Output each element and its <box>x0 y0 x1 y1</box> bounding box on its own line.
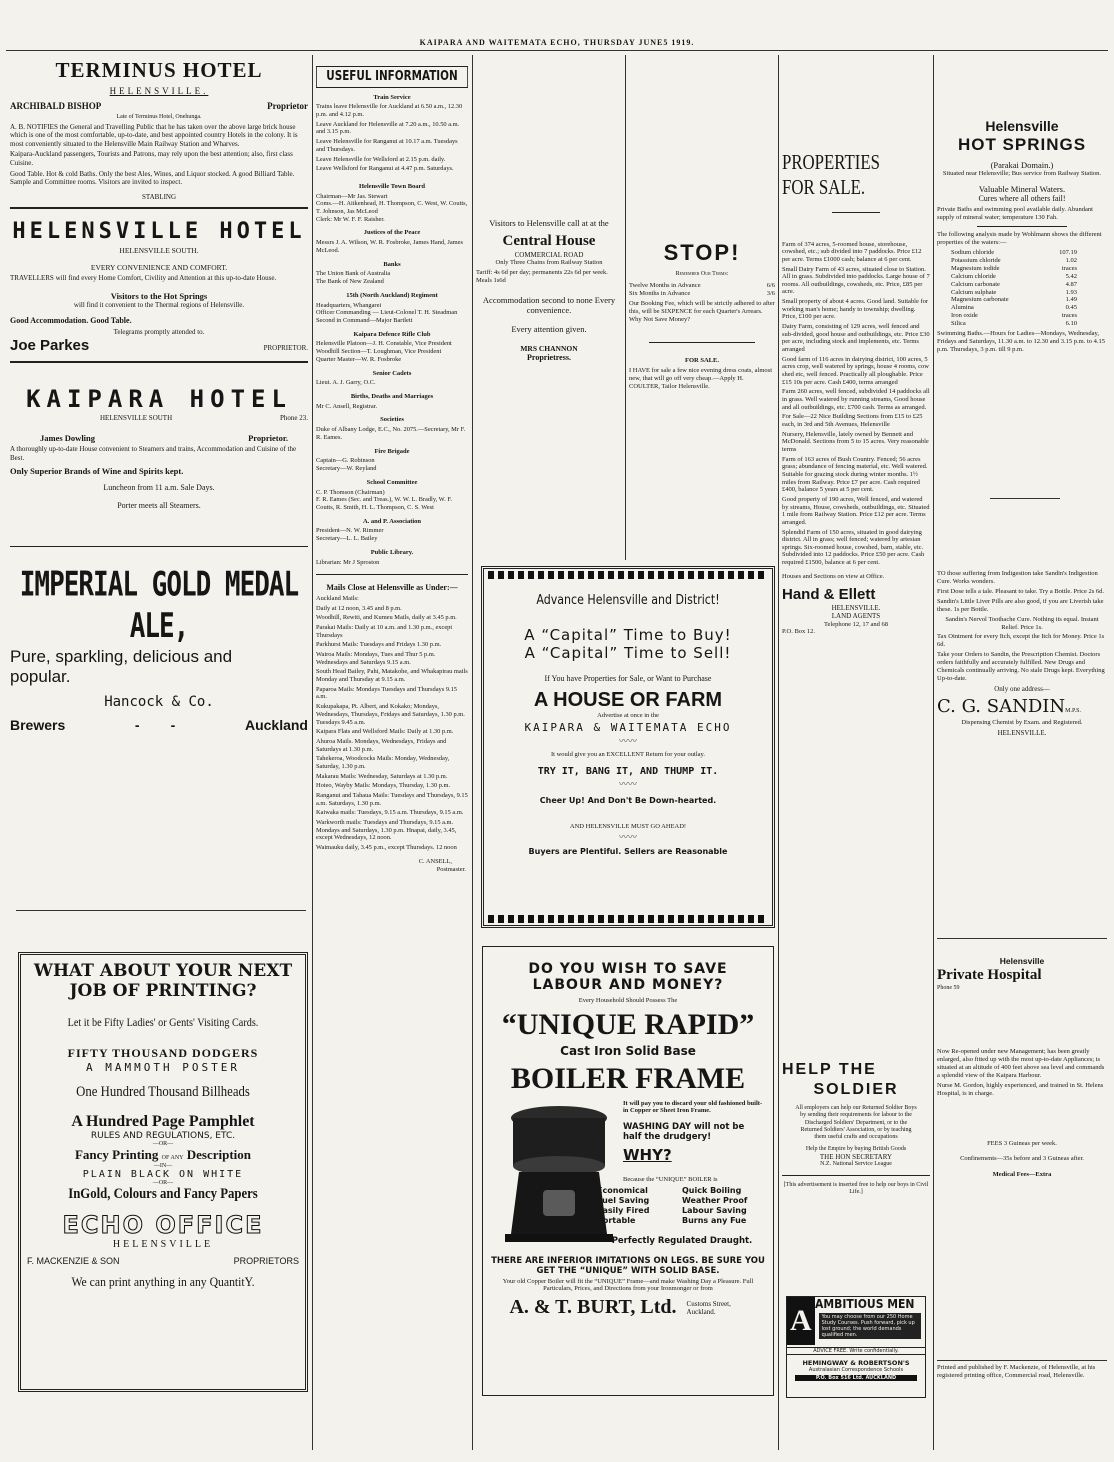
properties-ad <box>782 150 930 950</box>
hospital-nurse: Nurse M. Gordon, highly experienced, and trained in St. Helens Hospital, is in charge. <box>937 1081 1104 1097</box>
mail-item: Ahuroa Mails. Mondays, Wednesdays, Fridays and Saturdays at 1.30 p.m. <box>316 737 447 753</box>
rule <box>990 498 1060 499</box>
cadets-head: Senior Cadets <box>372 369 412 377</box>
property-item: Small property of about 4 acres. Good land. Suitable for working man's home; handy to township; dwelling. Price, £100 per acre. <box>782 298 929 321</box>
column-rule-4 <box>778 55 779 1450</box>
library: Librarian: Mr J Sproston <box>316 558 380 566</box>
property-item: Good property of 190 acres, Well fenced, and watered by streams, House, cowsheds, outbuildings, etc. Situated 1 mile from Railway Station. Price £12 per acre. Terms arranged. <box>782 495 930 526</box>
helensville-hotel-ad <box>10 219 308 355</box>
regiment: Headquarters, Whangarei Officer Commanding — Lieut-Colonel T. H. Steadman Second in Command—Major Bartlett <box>316 301 458 324</box>
imperial-brewers: Brewers <box>10 717 66 734</box>
ambitious-box: P.O. Box 516 Ltd. AUCKLAND <box>795 1375 917 1381</box>
swash-icon: 〰〰 <box>618 737 637 747</box>
springs-title-2: HOT SPRINGS <box>957 135 1087 155</box>
stop-term-2-value: 3/6 <box>766 290 775 298</box>
printing-line-3: A MAMMOTH POSTER <box>86 1061 240 1074</box>
springs-table <box>937 249 1107 328</box>
mails-sign-2: Postmaster. <box>436 865 466 873</box>
sandin-line-6: Take your Orders to Sandin, the Prescription Chemist. Doctors orders faithfully and accurately fulfilled. New Drugs and Chemicals continually arriving. No stale Drugs kept. Everything Up-to-date. <box>937 651 1105 683</box>
mail-item: Waimauku daily, 3.45 p.m., except Thursdays. 12 noon <box>316 844 457 852</box>
boiler-feature: Burns any Fue <box>682 1216 747 1225</box>
imprint: Printed and published by F. Mackenzie, of Helensville, at his registered printing office, Commercial road, Helensville. <box>937 1364 1096 1379</box>
rule <box>10 361 308 363</box>
sandin-ad <box>937 568 1107 840</box>
property-item: Nursery, Helensville, lately owned by Bennett and McDonald. Sections from 5 to 15 acres. Very reasonable terms <box>782 430 929 453</box>
springs-row: Magnesium carbonate 1.49 <box>951 296 1077 304</box>
springs-title-1: Helensville <box>985 118 1059 134</box>
printing-line-1: Let it be Fifty Ladies' or Gents' Visiting Cards. <box>67 1015 259 1029</box>
springs-row: Sodium chloride 107.19 <box>951 248 1077 256</box>
properties-town: HELENSVILLE. <box>831 604 881 613</box>
mail-item: Makarau Mails: Wednesday, Saturdays at 1.30 p.m. <box>316 772 448 780</box>
kaipara-hotel-porter: Porter meets all Steamers. <box>117 500 201 510</box>
imperial-line-2: popular. <box>10 667 71 687</box>
rule <box>10 546 308 547</box>
boiler-addr: Customs Street, Auckland. <box>686 1299 731 1316</box>
hospital-title-1: Helensville <box>999 956 1045 966</box>
boiler-line-2: LABOUR AND MONEY? <box>532 977 724 993</box>
boiler-line-8: WASHING DAY will not be half the drudgery! <box>623 1122 745 1142</box>
helensville-hotel-tele: Telegrams promptly attended to. <box>113 328 205 337</box>
hospital-title-2: Private Hospital <box>937 967 1042 984</box>
hospital-fees: FEES 3 Guineas per week. <box>987 1139 1057 1147</box>
societies: Duke of Albany Lodge, E.C., No. 2075.—Secretary, Mr F. R. Eames. <box>316 426 466 441</box>
mail-item: Wairoa Mails: Mondays, Tues and Thur 5 p.m. Wednesdays and Saturdays 9.15 a.m. <box>316 651 436 666</box>
sandin-mps: M.P.S. <box>1065 707 1081 714</box>
mail-item: Auckland Mails: <box>316 594 359 602</box>
springs-valuable: Valuable Mineral Waters. <box>978 184 1066 195</box>
central-road: COMMERCIAL ROAD <box>514 250 584 259</box>
rule <box>937 938 1107 939</box>
jp-head: Justices of the Peace <box>363 229 421 237</box>
springs-row: Magnesium iodide traces <box>951 264 1077 272</box>
soldier-note: [This advertisement is inserted free to help our boys in Civil Life.] <box>783 1181 929 1196</box>
mails-sign-1: C. ANSELL, <box>418 857 452 865</box>
mail-item: South Head Bailey, Pahi, Matakohe, and Whakapirau mails Monday and Thursday at 9.15 a.m. <box>316 668 468 684</box>
terminus-hotel-ad <box>10 58 308 201</box>
properties-title-1: PROPERTIES <box>782 150 880 174</box>
imperial-place: Auckland <box>244 717 308 734</box>
banks: The Union Bank of Australia The Bank of New Zealand <box>316 270 391 286</box>
springs-loc: Situated near Helensville; Bus service from Railway Station. <box>942 170 1102 178</box>
properties-title-2: FOR SALE. <box>782 174 866 199</box>
helensville-hotel-title: HELENSVILLE HOTEL <box>12 219 306 245</box>
terminus-title: TERMINUS HOTEL <box>55 58 263 82</box>
imperial-maker: Hancock & Co. <box>104 694 214 711</box>
boiler-feature: Portable <box>597 1216 636 1225</box>
boiler-feature: Easily Fired <box>597 1206 650 1215</box>
mail-item: Kaipara Flats and Wellsford Mails: Daily at 1.30 p.m. <box>316 728 454 736</box>
boiler-feature: Weather Proof <box>682 1196 748 1205</box>
boiler-feature: Fuel Saving <box>597 1196 650 1205</box>
boiler-line-3: Every Household Should Possess The <box>578 997 678 1004</box>
helensville-hotel-tag: EVERY CONVENIENCE AND COMFORT. <box>90 263 228 273</box>
kaipara-hotel-owner-label: Proprietor. <box>248 433 288 444</box>
boiler-illustration <box>499 1098 619 1248</box>
sandin-town: HELENSVILLE. <box>997 729 1047 738</box>
kaipara-hotel-luncheon: Luncheon from 11 a.m. Sale Days. <box>103 482 215 492</box>
fire-head: Fire Brigade <box>374 447 410 455</box>
boiler-line-7: It will pay you to discard your old fashioned built-in Copper or Sheet Iron Frame. <box>623 1100 763 1114</box>
ambitious-firm: HEMINGWAY & ROBERTSON'S <box>802 1359 910 1367</box>
ambitious-advice: ADVICE FREE. Write confidentially. <box>787 1347 925 1355</box>
kaipara-hotel-brands: Only Superior Brands of Wine and Spirits kept. <box>10 466 184 477</box>
boiler-line-9: WHY? <box>623 1146 672 1164</box>
printing-title-1: WHAT ABOUT YOUR NEXT <box>33 961 293 981</box>
sandin-line-5: Tax Ointment for every Itch, except the Itch for Money. Price 1s 6d. <box>937 633 1105 649</box>
mail-item: Parakai Mails: Daily at 10 a.m. and 1.30 p.m., except Thursdays <box>316 623 453 639</box>
column-rule-1 <box>312 55 313 1450</box>
regiment-head: 15th (North Auckland) Regiment <box>346 291 438 299</box>
train-item: Trains leave Helensville for Auckland at 6.50 a.m., 12.30 p.m. and 4.12 p.m. <box>316 103 463 119</box>
advance-line-3: If You have Properties for Sale, or Want to Purchase <box>544 674 712 683</box>
train-service-head: Train Service <box>373 93 411 101</box>
properties-agents: LAND AGENTS <box>831 612 881 621</box>
printing-fancy: Fancy Printing <box>74 1147 159 1162</box>
forsale-body: I HAVE for sale a few nice evening dress coats, almost new, that will go off very cheap.—Apply H. COULTER, Tailor Helensville. <box>629 366 773 390</box>
boiler-frame-ad <box>482 946 774 1396</box>
advance-line-4: A HOUSE OR FARM <box>533 689 723 711</box>
hospital-medical: Medical Fees—Extra <box>992 1171 1052 1179</box>
terminus-late: Late of Terminus Hotel, Onehunga. <box>116 113 202 120</box>
advance-title: Advance Helensville and District! <box>536 593 720 608</box>
kaipara-hotel-owner: James Dowling <box>40 433 96 444</box>
property-item: Farm 260 acres, well fenced, subdivided 14 paddocks all in grass. Well watered by running streams, Good house and all outbuildings, etc. £700 cash. Terms as arranged. <box>782 388 930 411</box>
help-soldier-ad <box>782 1060 930 1250</box>
sandin-line-7: Only one address— <box>994 684 1050 693</box>
boiler-line-5: Cast Iron Solid Base <box>560 1044 696 1058</box>
town-board-head: Helensville Town Board <box>358 182 426 190</box>
terminus-proprietor-label: Proprietor <box>267 100 308 111</box>
mails-head: Mails Close at Helensville as Under:— <box>326 583 458 593</box>
advance-line-7: It would give you an EXCELLENT Return for your outlay. <box>551 751 705 758</box>
sandin-line-1: TO those suffering from Indigestion take Sandin's Indigestion Cure. Works wonders. <box>937 570 1098 585</box>
printing-last: We can print anything in any QuantitY. <box>71 1274 255 1289</box>
helensville-hotel-accom: Good Accommodation. Good Table. <box>10 315 132 325</box>
sandin-line-4: Sandin's Nervol Toothache Cure. Nothing its equal. Instant Relief. Price 1s. <box>945 615 1099 631</box>
hospital-phone: Phone 59 <box>937 984 960 991</box>
central-owner: MRS CHANNON <box>520 344 578 354</box>
printing-description: Description <box>186 1147 252 1162</box>
central-attention: Every attention given. <box>511 323 587 334</box>
ambitious-men-ad <box>786 1296 926 1398</box>
train-item: Leave Auckland for Helensville at 7.20 a.m., 10.50 a.m. and 3.15 p.m. <box>316 120 460 136</box>
school-head: School Committee <box>366 478 418 486</box>
printing-line-4: One Hundred Thousand Billheads <box>76 1084 250 1100</box>
mail-item: Kaiwaka mails: Tuesdays, 9.15 a.m. Thursdays, 9.15 a.m. <box>316 809 464 817</box>
printing-in: —IN— <box>153 1163 173 1169</box>
advance-line-10: AND HELENSVILLE MUST GO AHEAD! <box>569 823 687 830</box>
stop-term-2: Six Months in Advance <box>629 290 691 298</box>
helensville-hotel-body: TRAVELLERS will find every Home Comfort, Civility and Attention at this up-to-date House. <box>10 274 277 283</box>
column-rule-2 <box>472 55 473 1450</box>
sandin-line-3: Sandin's Little Liver Pills are also good, if you are Liverish take these. 1s per Bottle. <box>937 597 1104 613</box>
printing-firm: F. MACKENZIE & SON <box>27 1256 120 1266</box>
terminus-body-2: Kaipara-Auckland passengers, Tourists and Patrons, may rely upon the best attention; also, first class Cuisine. <box>10 150 293 167</box>
advance-line-1: A “Capital” Time to Buy! <box>524 626 732 644</box>
property-item: Small Dairy Farm of 43 acres, situated close to Station. All in grass. Subdivided into paddocks. Large house of 7 rooms. All outbuildings, cowsheds, etc. Price, £85 per acre. <box>782 265 930 296</box>
advance-border-top <box>488 571 768 579</box>
rifle-head: Kaipara Defence Rifle Club <box>353 330 431 338</box>
kaipara-hotel-body: A thoroughly up-to-date House convenient to Steamers and trains, Accommodation and Cuisine of the Best. <box>10 445 297 462</box>
printing-line-9: InGold, Colours and Fancy Papers <box>68 1186 258 1202</box>
mail-item: Ranganui and Tahaua Mails: Tuesdays and Thursdays, 9.15 a.m. Saturdays, 1.30 p.m. <box>316 792 468 807</box>
boiler-feature: Labour Saving <box>682 1206 747 1215</box>
printing-line-2: FIFTY THOUSAND DODGERS <box>67 1046 259 1060</box>
helensville-hotel-owner: Joe Parkes <box>10 336 90 354</box>
soldier-title-2: SOLDIER <box>813 1080 899 1098</box>
jp: Messrs J. A. Wilson, W. R. Fosbroke, James Hand, James McLeod. <box>316 239 463 254</box>
printing-office: ECHO OFFICE <box>62 1211 264 1239</box>
boiler-line-4: “UNIQUE RAPID” <box>501 1008 755 1041</box>
rule <box>782 1175 930 1176</box>
printing-title-2: JOB OF PRINTING? <box>69 981 257 1001</box>
ap-head: A. and P. Association <box>362 517 422 525</box>
masthead-rule <box>6 50 1108 51</box>
central-visitors: Visitors to Helensville call at at the <box>489 218 609 228</box>
stop-term-1: Twelve Months in Advance <box>629 282 701 290</box>
train-item: Leave Helensville for Ranganui at 10.17 a.m. Tuesdays and Thursdays. <box>316 138 458 153</box>
mail-item: Woodhill, Rewiti, and Kumeu Mails, daily at 3.45 p.m. <box>316 614 457 622</box>
rule <box>832 212 880 213</box>
kaipara-hotel-ad <box>10 385 308 510</box>
helensville-hotel-visitors: Visitors to the Hot Springs <box>110 290 208 301</box>
rifle: Helensville Platoon—J. H. Constable, Vice President Woodhill Section—T. Loughman, Vice President Quarter Master—W. R. Fosbroke <box>316 340 452 363</box>
helensville-hotel-sub: HELENSVILLE SOUTH. <box>119 245 199 255</box>
sandin-name: C. G. SANDIN <box>937 695 1066 717</box>
ambitious-initial-icon: A <box>787 1297 815 1345</box>
ambitious-title: AMBITIOUS MEN <box>814 1297 914 1311</box>
useful-information <box>316 66 468 1446</box>
boiler-firm: A. & T. BURT, Ltd. <box>509 1296 677 1318</box>
rule <box>316 574 468 575</box>
advance-line-2: A “Capital” Time to Sell! <box>524 644 732 662</box>
terminus-town: HELENSVILLE. <box>109 85 209 96</box>
column-rule-5 <box>933 55 934 1450</box>
central-house-ad <box>476 218 622 558</box>
imperial-line-1: Pure, sparkling, delicious and <box>10 646 233 666</box>
private-hospital-ad <box>937 956 1107 1256</box>
soldier-title-1: HELP THE <box>782 1061 877 1078</box>
central-owner-label: Proprietress. <box>527 353 571 363</box>
advance-line-11: Buyers are Plentiful. Sellers are Reasonable <box>528 847 728 856</box>
school: C. P. Thomson (Chairman) F. R. Eames (Sec. and Treas.), W. W. L. Bradly, W. F. Coutts, R. Smith, H. L. Thompson, C. S. West <box>316 488 452 511</box>
stop-sub: Remember Our Terms: <box>675 270 729 277</box>
births: Mr C. Ansell, Registrar. <box>316 402 378 410</box>
stop-ad <box>629 240 775 560</box>
train-item: Leave Helensville for Wellsford at 2.15 p.m. daily. <box>316 155 446 163</box>
imperial-title: IMPERIAL GOLD MEDAL ALE, <box>19 565 299 647</box>
banks-head: Banks <box>383 260 401 268</box>
printing-ad <box>18 952 308 1392</box>
boiler-line-11: Perfectly Regulated Draught. <box>611 1236 753 1246</box>
printing-line-6: RULES AND REGULATIONS, ETC. <box>90 1131 236 1141</box>
soldier-body: All employers can help our Returned Soldier Boys by sending their requirements for labour to the Discharged Soldiers' Department, or to the Returned Soldiers' Association, or by teaching them useful crafts and occupations <box>795 1105 917 1141</box>
rule <box>16 910 306 911</box>
properties-tel: Telephone 12, 17 and 68 <box>824 620 888 628</box>
springs-hours: Swimming Baths.—Hours for Ladies—Mondays, Wednesday, Fridays and Saturdays, 11.30 a.m. to 12.30 and 3.15 p.m. to 4.15 p.m. Thursdays, 3 p.m. till 9 p.m. <box>937 330 1106 353</box>
property-item: Farm of 374 acres, 5-roomed house, storehouse, cowshed, etc.; sub divided into 7 paddocks. Price £12 per acre. Terms £1000 cash; balance at 6 per cent. <box>782 240 922 263</box>
rule <box>10 207 308 209</box>
boiler-line-1: DO YOU WISH TO SAVE <box>528 961 728 977</box>
printing-or-2: —OR— <box>152 1180 174 1186</box>
springs-row: Calcium carbonate 4.87 <box>951 280 1077 288</box>
sandin-line-8: Dispensing Chemist by Exam. and Registered. <box>961 719 1083 727</box>
properties-box: P.O. Box 12. <box>782 628 816 636</box>
printing-line-5: A Hundred Page Pamphlet <box>71 1113 255 1130</box>
terminus-body-1: A. B. NOTIFIES the General and Travelling Public that he has taken over the above large brick house which is one of the most comfortable, up-to-date, and best appointed country Hotels in the colony. It is most conveniently situated to the Helensville Main Railway Station and Wharves. <box>10 122 298 148</box>
rule <box>649 342 755 343</box>
springs-analysis: The following analysis made by Wohlmann shows the different properties of the waters:— <box>937 231 1102 246</box>
mail-item: Kukupakapa, Pt. Albert, and Kokako; Mondays, Wednesdays, Thursdays, Fridays and Saturdays, 1.30 p.m. Tuesdays 9.45 a.m. <box>316 703 465 726</box>
boiler-line-10: Because the “UNIQUE” BOILER is <box>623 1176 718 1183</box>
boiler-line-12: THERE ARE INFERIOR IMITATIONS ON LEGS. BE SURE YOU GET THE “UNIQUE” WITH SOLID BASE. <box>491 1256 765 1276</box>
boiler-line-6: BOILER FRAME <box>510 1062 746 1095</box>
springs-row: Calcium chloride 5.42 <box>951 272 1077 280</box>
boiler-feature: Economical <box>597 1186 648 1195</box>
mail-item: Hoteo, Wayby Mails: Mondays, Thursday, 1.30 p.m. <box>316 782 451 790</box>
swash-icon: 〰〰 <box>618 780 637 790</box>
boiler-line-13: Your old Copper Boiler will fit the “UNIQUE” Frame—and make Washing Day a Pleasure. Full Particulars, Prices, and Directions from your Ironmonger or from <box>502 1278 754 1292</box>
societies-head: Societies <box>380 416 404 424</box>
boiler-feature: Quick Boiling <box>682 1186 742 1195</box>
advance-border-bottom <box>488 915 768 923</box>
hot-springs-ad <box>937 118 1107 508</box>
kaipara-hotel-phone: Phone 23. <box>280 414 308 423</box>
rule <box>977 226 1067 227</box>
stop-body: Our Booking Fee, which will be strictly adhered to after this, will be SIXPENCE for each Quarter's Arrears. Why Not Save Money? <box>629 299 775 323</box>
kaipara-hotel-sub: HELENSVILLE SOUTH <box>100 414 173 423</box>
sandin-line-2: First Dose tells a tale. Pleasant to take. Try a Bottle. Price 2s 6d. <box>937 587 1104 595</box>
printing-or: —OR— <box>152 1141 174 1147</box>
helensville-hotel-visitors-body: will find it convenient to the Thermal regions of Helensville. <box>73 301 245 310</box>
train-item: Leave Wellsford for Ranganui at 4.47 p.m. Saturdays. <box>316 165 454 173</box>
mail-item: Daily at 12 noon, 3.45 and 8 p.m. <box>316 604 402 612</box>
advance-line-8: TRY IT, BANG IT, AND THUMP IT. <box>537 766 719 777</box>
column-rule-3 <box>625 55 626 560</box>
advance-line-9: Cheer Up! And Don't Be Down-hearted. <box>539 796 717 805</box>
springs-row: Calcium sulphate 1.93 <box>951 288 1077 296</box>
stop-term-1-value: 6/6 <box>766 282 775 290</box>
terminus-body-3: Good Table. Hot & cold Baths. Only the best Ales, Wines, and Liquor stocked. A good Billiard Table. Sample and Committee rooms. Visitors are invited to inspect. <box>10 169 295 187</box>
properties-firm: Hand & Ellett <box>782 586 876 604</box>
printing-town: HELENSVILLE <box>112 1239 214 1250</box>
masthead: KAIPARA AND WAITEMATA ECHO, THURSDAY JUNE5 1919. <box>419 38 695 47</box>
kaipara-hotel-title: KAIPARA HOTEL <box>26 385 292 414</box>
property-item: Dairy Farm, consisting of 129 acres, well fenced and sub-divided, good house and outbuildings, etc. Price £30 per acre, including stock and implements, etc. Terms arranged <box>782 323 930 354</box>
cadets: Lieut. A. J. Garry, O.C. <box>316 379 376 387</box>
fire: Captain—G. Robinson Secretary—W. Reyland <box>316 457 377 473</box>
springs-row: Iron oxide traces <box>951 312 1077 320</box>
mail-item: Warkworth mails: Tuesdays and Thursdays, 9.15 a.m. Mondays and Saturdays, 1.30 p.m. Hnapai, daily, 3.45, except Wednesdays, 12 noon. <box>316 819 457 842</box>
springs-baths: Private Baths and swimming pool available daily. Abundant supply of mineral water; temperature 130 Fah. <box>937 206 1093 222</box>
property-item: For Sale—22 Nice Building Sections from £15 to £25 each, in 3rd and 5th Avenues, Helensville <box>782 413 923 428</box>
ambitious-body: You may choose from our 250 Home Study Courses. Push forward, pick up lost ground; the world demands qualified men. <box>819 1313 921 1339</box>
mail-item: Tahekeroa, Woodcocks Mails: Monday, Wednesday, Saturday, 1.30 p.m. <box>316 755 450 770</box>
stop-title: STOP! <box>663 240 741 265</box>
swash-icon: 〰〰 <box>618 833 637 843</box>
mail-item: Paparoa Mails: Mondays Tuesdays and Thursdays 9.15 a.m. <box>316 685 458 701</box>
ap: President—N. W. Rimmer Secretary—L. L. Bailey <box>316 527 384 543</box>
ambitious-firm-2: Australasian Correspondence Schools <box>808 1367 904 1373</box>
advance-helensville-ad <box>481 566 775 928</box>
hospital-body: Now Re-opened under new Management; has been greatly enlarged, also fitted up with the most up-to-date Appliances; is situated at an altitude of 400 feet above sea level and commands a splendid view of the Kaipara Harbour. <box>937 1047 1105 1079</box>
imperial-ale-ad: IMPERIAL GOLD MEDAL ALE, Pure, sparkling, delicious and popular. Hancock & Co. Brewers - - Auckland <box>10 565 308 734</box>
springs-row: Alumina 0.45 <box>951 304 1077 312</box>
printing-line-8: PLAIN BLACK ON WHITE <box>82 1169 244 1180</box>
hospital-conf: Confinements—35s before and 3 Guineas after. <box>960 1155 1084 1163</box>
springs-cures: Cures where all others fail! <box>978 194 1066 204</box>
terminus-proprietor: ARCHIBALD BISHOP <box>10 100 102 111</box>
springs-row: Potassium chloride 1.02 <box>951 256 1077 264</box>
rule <box>937 1360 1107 1361</box>
town-board: Chairman—Mr Jas. Stewart Coms.—H. Aitkenhead, H. Thompson, C. West, W. Coutts, T. Johnson, Jas McLeod Clerk: Mr W. F. F. Raisher. <box>316 192 468 223</box>
library-head: Public Library. <box>370 548 414 556</box>
advance-line-6: KAIPARA & WAITEMATA ECHO <box>524 721 732 734</box>
central-tariff: Tariff: 4s 6d per day; permanents 22s 6d per week. Meals 1s6d <box>476 269 608 285</box>
property-item: Good farm of 116 acres in dairying district, 100 acres, 5 acres crop, well watered by springs, house 4 rooms, cow shed etc, well fenced. Practically all ploughable. Price £15 10s per acre. Cash £400, terms arranged <box>782 355 929 386</box>
printing-firm-label: PROPRIETORS <box>233 1256 299 1266</box>
central-title: Central House <box>502 233 596 250</box>
property-item: Farm of 163 acres of Bush Country. Fenced; 56 acres grass; abundance of fencing material, etc. Well watered. Suitable for grazing stock during winter months. 1½ miles from Railway. Price £7 per acre. Cash required £400, balance 5 years at 5 per cent. <box>782 455 928 494</box>
mail-item: Parkhurst Mails: Tuesdays and Fridays 1.30 p.m. <box>316 641 442 649</box>
central-accom: Accommodation second to none Every convenience. <box>482 294 616 316</box>
property-item: Houses and Sections on view at Office. <box>782 572 885 580</box>
useful-title: USEFUL INFORMATION <box>316 66 468 88</box>
forsale-head: FOR SALE. <box>685 356 719 364</box>
springs-sub: (Parakai Domain.) <box>990 159 1054 170</box>
soldier-league: N.Z. National Service League <box>820 1161 892 1168</box>
springs-row: Silica 6.10 <box>951 320 1077 328</box>
central-dist: Only Three Chains from Railway Station <box>495 259 603 267</box>
births-head: Births, Deaths and Marriages <box>350 392 434 400</box>
printing-of-any: OF ANY <box>161 1155 184 1161</box>
helensville-hotel-owner-label: PROPRIETOR. <box>263 343 308 352</box>
property-item: Splendid Farm of 150 acres, situated in good dairying district. All in grass; well fenced; watered by artesian springs. Six-roomed house, cowshed, barn, stable, etc. Subdivided into 12 paddocks. Price £50 per acre. Cash required £1500, balance at 6 per cent. <box>782 528 925 567</box>
advance-line-5: Advertise at once in the <box>597 712 659 719</box>
terminus-stabling: STABLING <box>141 192 177 201</box>
soldier-sec: THE HON SECRETARY <box>819 1152 893 1161</box>
soldier-empire: Help the Empire by buying British Goods <box>805 1145 907 1152</box>
